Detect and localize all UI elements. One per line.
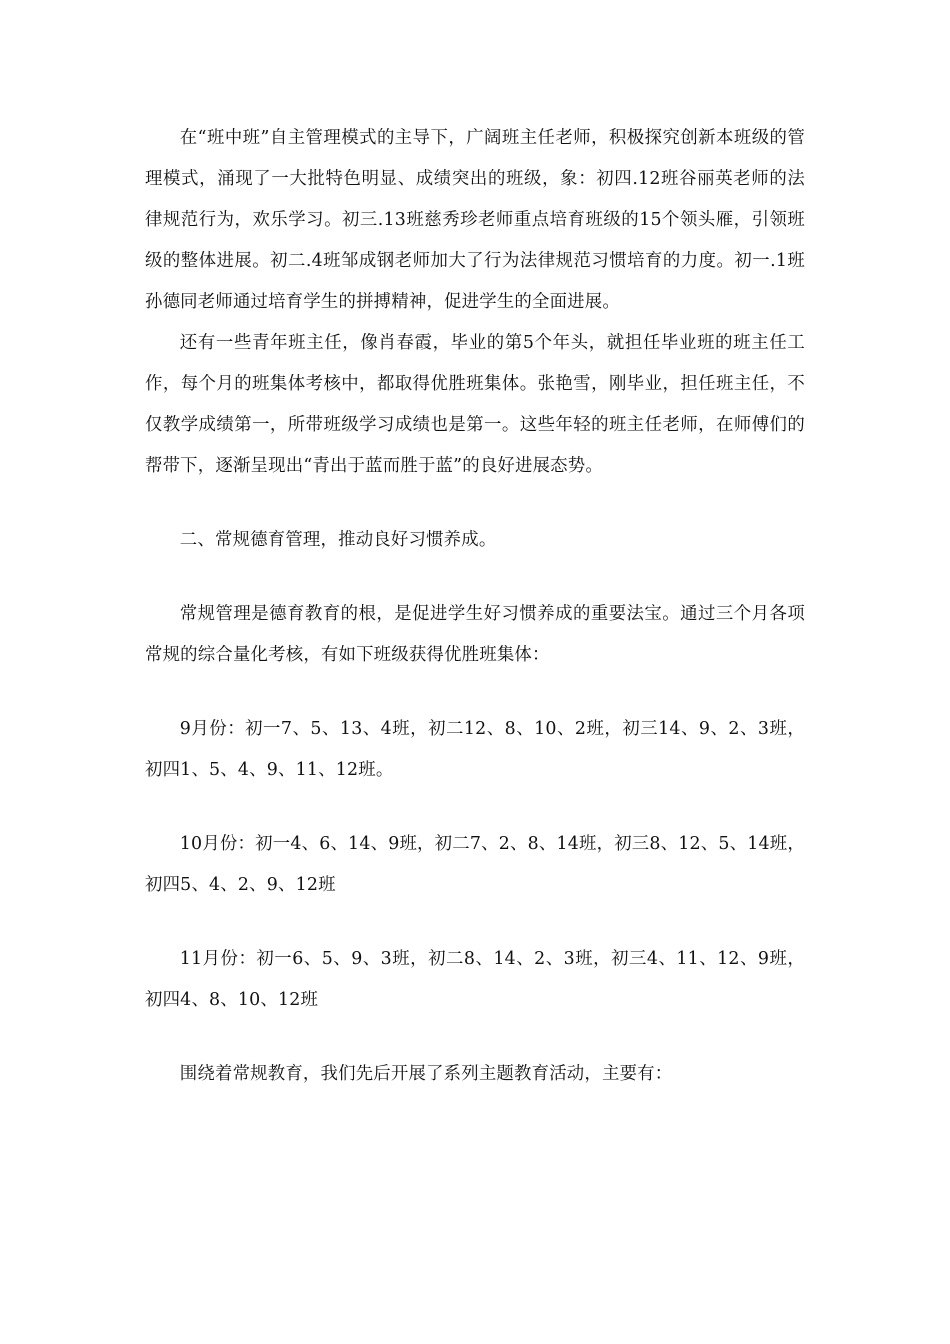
paragraph-theme-activities-intro: 围绕着常规教育，我们先后开展了系列主题教育活动，主要有： [179,1064,673,1084]
document-body [145,118,805,1095]
paragraph-september-winners: 9月份：初一7、5、13、4班，初二12、8、10、2班，初三14、9、2、3班，初四1、5、4、9、11、12班。 [145,719,805,780]
paragraph-routine-management-intro: 常规管理是德育教育的根，是促进学生好习惯养成的重要法宝。通过三个月各项常规的综合量化考核，有如下班级获得优胜班集体： [145,604,805,665]
paragraph-october-winners: 10月份：初一4、6、14、9班，初二7、2、8、14班，初三8、12、5、14班，初四5、4、2、9、12班 [145,834,805,895]
paragraph-class-management-models: 在“班中班”自主管理模式的主导下，广阔班主任老师，积极探究创新本班级的管理模式，涌现了一大批特色明显、成绩突出的班级，象：初四.12班谷丽英老师的法律规范行为，欢乐学习。初三.13班慈秀珍老师重点培育班级的15个领头雁，引领班级的整体进展。初二.4班邹成钢老师加大了行为法律规范习惯培育的力度。初一.1班孙德同老师通过培育学生的拼搏精神，促进学生的全面进展。 [145,128,805,312]
section-heading-routine-moral-management: 二、常规德育管理，推动良好习惯养成。 [179,530,497,550]
paragraph-november-winners: 11月份：初一6、5、9、3班，初二8、14、2、3班，初三4、11、12、9班，初四4、8、10、12班 [145,949,805,1010]
paragraph-young-head-teachers: 还有一些青年班主任，像肖春霞，毕业的第5个年头，就担任毕业班的班主任工作，每个月的班集体考核中，都取得优胜班集体。张艳雪，刚毕业，担任班主任，不仅教学成绩第一，所带班级学习成绩也是第一。这些年轻的班主任老师，在师傅们的帮带下，逐渐呈现出“青出于蓝而胜于蓝”的良好进展态势。 [145,333,805,476]
